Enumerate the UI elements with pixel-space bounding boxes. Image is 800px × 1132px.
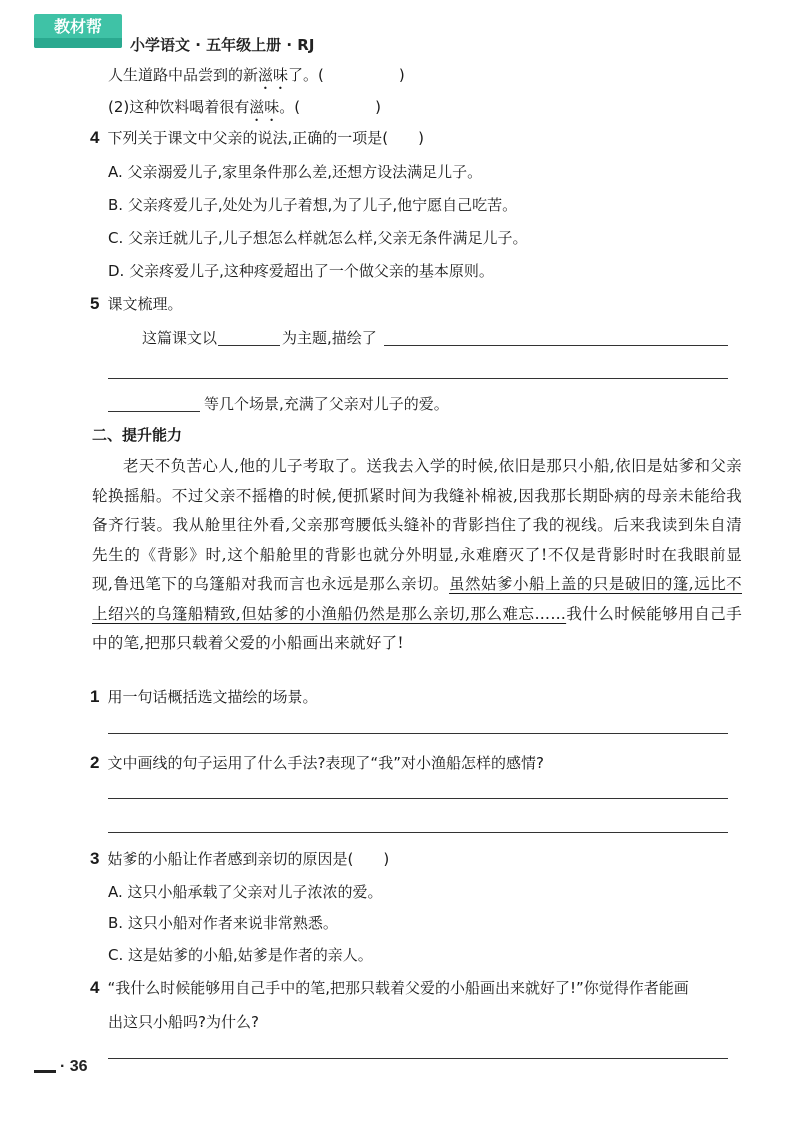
q4-option-c: C. 父亲迁就儿子,儿子想怎么样就怎么样,父亲无条件满足儿子。 [108, 229, 528, 247]
s2-question-3 [90, 848, 389, 870]
text: (2)这种饮料喝着很有 [108, 98, 250, 116]
question-text: 姑爹的小船让作者感到亲切的原因是( ) [107, 850, 390, 868]
question-number: 4 [90, 978, 100, 997]
footer-bar [34, 1070, 56, 1073]
s2q3-option-a: A. 这只小船承载了父亲对儿子浓浓的爱。 [108, 883, 383, 901]
question-number: 4 [90, 128, 100, 147]
q5-fill-suffix: 等几个场景,充满了父亲对儿子的爱。 [204, 395, 449, 413]
page-number: · 36 [60, 1058, 88, 1075]
question-text: 课文梳理。 [107, 295, 183, 313]
text: 人生道路中品尝到的新 [108, 66, 259, 84]
answer-line[interactable] [108, 378, 728, 379]
question-text: 用一句话概括选文描绘的场景。 [107, 688, 318, 706]
question-text: “我什么时候能够用自己手中的笔,把那只载着父爱的小船画出来就好了!”你觉得作者能画 [107, 979, 689, 997]
q4-option-b: B. 父亲疼爱儿子,处处为儿子着想,为了儿子,他宁愿自己吃苦。 [108, 196, 518, 214]
q4-option-d: D. 父亲疼爱儿子,这种疼爱超出了一个做父亲的基本原则。 [108, 262, 494, 280]
question-number: 1 [90, 687, 100, 706]
s2-question-1 [90, 686, 317, 708]
q5-fill-prefix: 这篇课文以 [142, 329, 218, 347]
answer-blank[interactable] [108, 411, 200, 412]
answer-blank[interactable] [384, 345, 728, 346]
text: 了。( ) [288, 66, 405, 84]
prev-question-line-2 [108, 96, 381, 125]
s2-question-4-cont: 出这只小船吗?为什么? [108, 1013, 259, 1031]
question-number: 5 [90, 294, 100, 313]
s2q3-option-b: B. 这只小船对作者来说非常熟悉。 [108, 914, 338, 932]
passage-text: 我什么时候能够用自己手中的笔,把那只载着父爱的小船画出来就好了! [92, 604, 742, 652]
prev-question-line-1 [108, 64, 405, 93]
section-title: 二、提升能力 [92, 426, 183, 444]
question-number: 3 [90, 849, 100, 868]
passage-text: 老天不负苦心人,他的儿子考取了。送我去入学的时候,依旧是那只小船,依旧是姑爹和父亲轮换摇船。不过父亲不摇橹的时候,便抓紧时间为我缝补棉被,因我那长期卧病的母亲未能给我备齐行装。我从舱里往外看,父亲那弯腰低头缝补的背影挡住了我的视线。后来我读到朱自清先生的《背影》时,这个船舱里的背影也就分外明显,永难磨灭了!不仅是背影时时在我眼前显现,鲁迅笔下的乌篷船对我而言也永远是那么亲切。 [92, 457, 742, 593]
question-number: 2 [90, 753, 100, 772]
question-5 [90, 293, 182, 315]
badge-stripe [34, 38, 122, 48]
s2q3-option-c: C. 这是姑爹的小船,姑爹是作者的亲人。 [108, 946, 373, 964]
brand-badge [34, 14, 122, 48]
underlined-sentence: 虽然姑爹小船上盖的只是破旧的篷,远比不上绍兴的乌篷船精致,但姑爹的小渔船仍然是那么亲切,那么难忘…… [92, 575, 742, 623]
q5-fill-middle: 为主题,描绘了 [282, 329, 377, 347]
answer-line[interactable] [108, 798, 728, 799]
answer-line[interactable] [108, 1058, 728, 1059]
q4-option-a: A. 父亲溺爱儿子,家里条件那么差,还想方设法满足儿子。 [108, 163, 483, 181]
badge-label: 教材帮 [53, 17, 102, 36]
answer-line[interactable] [108, 733, 728, 734]
reading-passage [92, 452, 742, 659]
dotted-word: 滋味 [258, 66, 289, 84]
s2-question-2 [90, 752, 544, 774]
question-text: 文中画线的句子运用了什么手法?表现了“我”对小渔船怎样的感情? [107, 754, 544, 772]
answer-blank[interactable] [218, 345, 280, 346]
answer-line[interactable] [108, 832, 728, 833]
question-text: 下列关于课文中父亲的说法,正确的一项是( ) [107, 129, 424, 147]
s2-question-4 [90, 977, 689, 999]
text: 。( ) [279, 98, 381, 116]
dotted-word: 滋味 [249, 98, 280, 116]
question-4 [90, 127, 424, 149]
book-title: 小学语文 · 五年级上册 · RJ [130, 36, 315, 54]
